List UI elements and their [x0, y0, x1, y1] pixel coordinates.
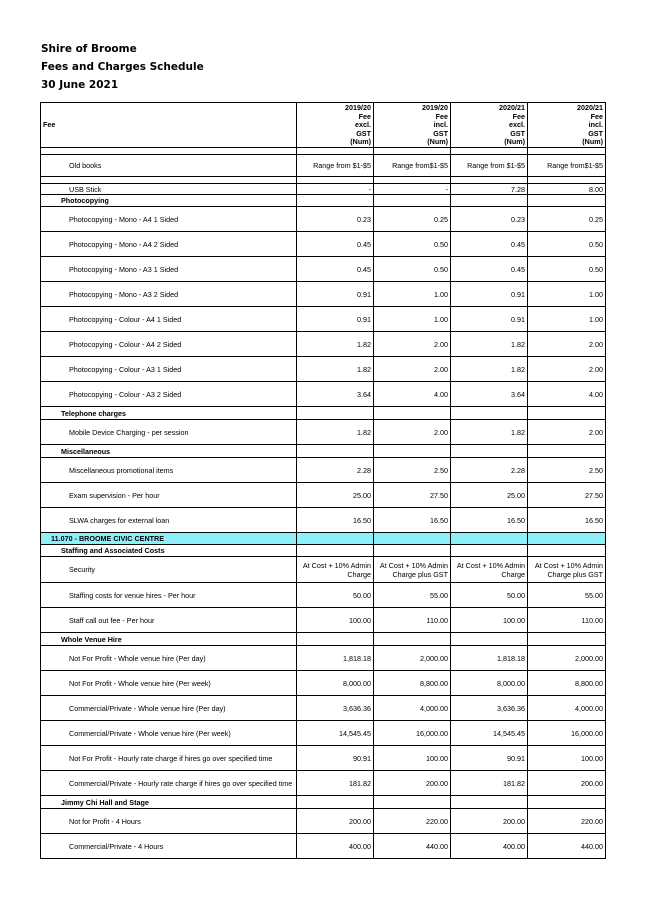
- empty-cell: [297, 407, 374, 420]
- table-row: [41, 232, 606, 257]
- empty-cell: [374, 445, 451, 458]
- fee-value: 50.00: [451, 583, 528, 608]
- empty-cell: [528, 796, 606, 809]
- empty-cell: [297, 445, 374, 458]
- empty-cell: [374, 407, 451, 420]
- table-row: [41, 357, 606, 382]
- fee-name: USB Stick: [41, 184, 297, 195]
- fee-name: Photocopying - Colour - A4 2 Sided: [41, 332, 297, 357]
- empty-cell: [41, 148, 297, 155]
- table-row: [41, 307, 606, 332]
- division-title: 11.070 - BROOME CIVIC CENTRE: [41, 533, 297, 545]
- fees-table: [40, 102, 606, 859]
- fee-value: 0.45: [297, 232, 374, 257]
- fee-value: 200.00: [374, 771, 451, 796]
- table-row: [41, 332, 606, 357]
- fee-value: 25.00: [451, 483, 528, 508]
- empty-cell: [528, 407, 606, 420]
- fee-value: At Cost + 10% Admin Charge plus GST: [374, 557, 451, 583]
- fee-value: 55.00: [528, 583, 606, 608]
- fee-value: 181.82: [297, 771, 374, 796]
- table-row: [41, 771, 606, 796]
- fee-value: Range from $1-$5: [297, 155, 374, 177]
- fee-value: 4.00: [528, 382, 606, 407]
- table-row: [41, 282, 606, 307]
- fee-value: 3,636.36: [451, 696, 528, 721]
- fee-value: 1.00: [528, 282, 606, 307]
- fee-name: Photocopying - Colour - A3 2 Sided: [41, 382, 297, 407]
- fee-value: At Cost + 10% Admin Charge plus GST: [528, 557, 606, 583]
- fee-name: Staff call out fee - Per hour: [41, 608, 297, 633]
- division-row: [41, 533, 606, 545]
- fee-value: 220.00: [374, 809, 451, 834]
- section-row: [41, 796, 606, 809]
- fee-column-header: Fee: [41, 103, 297, 148]
- table-row: [41, 508, 606, 533]
- empty-cell: [374, 195, 451, 207]
- fee-value: 400.00: [297, 834, 374, 859]
- fee-value: 1,818.18: [297, 646, 374, 671]
- fee-name: Photocopying - Mono - A4 2 Sided: [41, 232, 297, 257]
- empty-cell: [41, 177, 297, 184]
- empty-cell: [451, 533, 528, 545]
- fee-value: 3,636.36: [297, 696, 374, 721]
- fee-value: Range from$1-$5: [528, 155, 606, 177]
- table-row: [41, 557, 606, 583]
- fee-value: 0.45: [297, 257, 374, 282]
- fee-value: Range from$1-$5: [374, 155, 451, 177]
- fee-value: 0.50: [374, 232, 451, 257]
- fee-value: 8,000.00: [297, 671, 374, 696]
- fee-value: 7.28: [451, 184, 528, 195]
- fee-value: 110.00: [374, 608, 451, 633]
- fee-value: 27.50: [528, 483, 606, 508]
- fee-value: 90.91: [451, 746, 528, 771]
- section-title: Staffing and Associated Costs: [41, 545, 297, 557]
- table-row: [41, 458, 606, 483]
- fee-name: Not for Profit - 4 Hours: [41, 809, 297, 834]
- fee-value: 0.91: [451, 282, 528, 307]
- empty-cell: [374, 177, 451, 184]
- empty-cell: [528, 633, 606, 646]
- fee-value: At Cost + 10% Admin Charge: [451, 557, 528, 583]
- fee-value: 4,000.00: [374, 696, 451, 721]
- fee-value: 55.00: [374, 583, 451, 608]
- table-row: [41, 382, 606, 407]
- fee-value: 0.45: [451, 232, 528, 257]
- fee-value: 1.00: [374, 307, 451, 332]
- table-row: [41, 646, 606, 671]
- section-title: Miscellaneous: [41, 445, 297, 458]
- fee-value: 100.00: [528, 746, 606, 771]
- empty-cell: [451, 445, 528, 458]
- section-row: [41, 445, 606, 458]
- empty-cell: [451, 796, 528, 809]
- fee-name: Commercial/Private - Hourly rate charge if hires go over specified time: [41, 771, 297, 796]
- column-header-2019-incl: 2019/20 Fee incl. GST (Num): [374, 103, 451, 148]
- fee-value: 0.25: [528, 207, 606, 232]
- fee-name: Miscellaneous promotional items: [41, 458, 297, 483]
- fee-name: Not For Profit - Whole venue hire (Per week): [41, 671, 297, 696]
- column-header-2020-excl: 2020/21 Fee excl. GST (Num): [451, 103, 528, 148]
- fee-value: Range from $1-$5: [451, 155, 528, 177]
- empty-cell: [528, 195, 606, 207]
- fee-value: 2.00: [374, 420, 451, 445]
- table-row: [41, 696, 606, 721]
- empty-cell: [374, 545, 451, 557]
- section-row: [41, 195, 606, 207]
- empty-cell: [528, 148, 606, 155]
- fee-value: 1.00: [374, 282, 451, 307]
- fee-value: 0.50: [374, 257, 451, 282]
- fee-name: SLWA charges for external loan: [41, 508, 297, 533]
- section-title: Photocopying: [41, 195, 297, 207]
- fee-name: Photocopying - Colour - A4 1 Sided: [41, 307, 297, 332]
- empty-cell: [374, 533, 451, 545]
- fee-value: 16,000.00: [528, 721, 606, 746]
- empty-cell: [451, 545, 528, 557]
- fee-value: 16.50: [451, 508, 528, 533]
- fee-value: 1.82: [297, 420, 374, 445]
- fee-value: 1.82: [451, 420, 528, 445]
- fee-value: 8,800.00: [374, 671, 451, 696]
- table-row: [41, 809, 606, 834]
- section-row: [41, 545, 606, 557]
- empty-cell: [528, 533, 606, 545]
- fee-value: 8,800.00: [528, 671, 606, 696]
- empty-cell: [451, 177, 528, 184]
- section-title: Whole Venue Hire: [41, 633, 297, 646]
- fee-value: 16,000.00: [374, 721, 451, 746]
- fee-value: 200.00: [451, 809, 528, 834]
- fee-value: 27.50: [374, 483, 451, 508]
- fee-name: Photocopying - Mono - A3 2 Sided: [41, 282, 297, 307]
- fee-value: 3.64: [297, 382, 374, 407]
- fee-value: 100.00: [297, 608, 374, 633]
- fee-name: Commercial/Private - 4 Hours: [41, 834, 297, 859]
- fee-value: 2.00: [528, 420, 606, 445]
- empty-cell: [297, 177, 374, 184]
- section-title: Jimmy Chi Hall and Stage: [41, 796, 297, 809]
- fee-name: Not For Profit - Hourly rate charge if hires go over specified time: [41, 746, 297, 771]
- empty-cell: [297, 533, 374, 545]
- fee-name: Photocopying - Mono - A4 1 Sided: [41, 207, 297, 232]
- fee-value: 0.23: [297, 207, 374, 232]
- fee-value: 25.00: [297, 483, 374, 508]
- fee-value: 440.00: [374, 834, 451, 859]
- fee-value: 181.82: [451, 771, 528, 796]
- document-title: Fees and Charges Schedule: [41, 61, 204, 73]
- fee-value: 440.00: [528, 834, 606, 859]
- spacer-row: [41, 177, 606, 184]
- fee-value: 2.00: [528, 332, 606, 357]
- section-row: [41, 633, 606, 646]
- fee-value: 1.82: [451, 332, 528, 357]
- fee-value: 2.00: [374, 357, 451, 382]
- fee-value: 100.00: [451, 608, 528, 633]
- fee-name: Photocopying - Colour - A3 1 Sided: [41, 357, 297, 382]
- table-row: [41, 671, 606, 696]
- fee-value: 0.50: [528, 232, 606, 257]
- fee-value: 2.50: [374, 458, 451, 483]
- table-row: [41, 483, 606, 508]
- fee-value: 0.50: [528, 257, 606, 282]
- fee-value: 2.28: [451, 458, 528, 483]
- empty-cell: [297, 545, 374, 557]
- fee-name: Staffing costs for venue hires - Per hour: [41, 583, 297, 608]
- table-row: [41, 608, 606, 633]
- empty-cell: [528, 545, 606, 557]
- fee-value: 4,000.00: [528, 696, 606, 721]
- empty-cell: [297, 796, 374, 809]
- fee-value: 200.00: [528, 771, 606, 796]
- fee-name: Old books: [41, 155, 297, 177]
- fee-name: Mobile Device Charging - per session: [41, 420, 297, 445]
- empty-cell: [297, 195, 374, 207]
- fee-value: -: [297, 184, 374, 195]
- table-row: [41, 420, 606, 445]
- section-row: [41, 407, 606, 420]
- fee-value: 1.82: [297, 357, 374, 382]
- spacer-row: [41, 148, 606, 155]
- fee-value: 2,000.00: [528, 646, 606, 671]
- fee-value: 90.91: [297, 746, 374, 771]
- fee-value: 2.00: [528, 357, 606, 382]
- fee-value: 16.50: [374, 508, 451, 533]
- fee-value: At Cost + 10% Admin Charge: [297, 557, 374, 583]
- table-row: [41, 155, 606, 177]
- fee-value: 8.00: [528, 184, 606, 195]
- fee-value: -: [374, 184, 451, 195]
- fee-value: 200.00: [297, 809, 374, 834]
- fee-value: 0.91: [297, 307, 374, 332]
- empty-cell: [451, 148, 528, 155]
- table-row: [41, 184, 606, 195]
- fee-value: 0.45: [451, 257, 528, 282]
- table-body: [41, 148, 606, 859]
- table-row: [41, 583, 606, 608]
- fee-value: 0.23: [451, 207, 528, 232]
- fee-value: 1,818.18: [451, 646, 528, 671]
- table-row: [41, 834, 606, 859]
- fee-value: 14,545.45: [297, 721, 374, 746]
- fee-value: 3.64: [451, 382, 528, 407]
- column-header-2020-incl: 2020/21 Fee incl. GST (Num): [528, 103, 606, 148]
- column-header-2019-excl: 2019/20 Fee excl. GST (Num): [297, 103, 374, 148]
- fee-value: 8,000.00: [451, 671, 528, 696]
- empty-cell: [374, 796, 451, 809]
- fee-value: 4.00: [374, 382, 451, 407]
- table-row: [41, 746, 606, 771]
- fee-value: 0.91: [297, 282, 374, 307]
- fee-name: Security: [41, 557, 297, 583]
- empty-cell: [528, 177, 606, 184]
- fee-value: 2.00: [374, 332, 451, 357]
- fee-name: Exam supervision - Per hour: [41, 483, 297, 508]
- fee-value: 16.50: [528, 508, 606, 533]
- table-header-row: [41, 103, 606, 148]
- fee-value: 50.00: [297, 583, 374, 608]
- fee-value: 1.82: [297, 332, 374, 357]
- fee-name: Not For Profit - Whole venue hire (Per day): [41, 646, 297, 671]
- section-title: Telephone charges: [41, 407, 297, 420]
- fee-value: 16.50: [297, 508, 374, 533]
- empty-cell: [451, 407, 528, 420]
- fee-value: 2,000.00: [374, 646, 451, 671]
- fee-name: Commercial/Private - Whole venue hire (Per day): [41, 696, 297, 721]
- fee-value: 2.50: [528, 458, 606, 483]
- fee-value: 1.82: [451, 357, 528, 382]
- fee-value: 400.00: [451, 834, 528, 859]
- fee-value: 0.91: [451, 307, 528, 332]
- fee-value: 0.25: [374, 207, 451, 232]
- table-row: [41, 257, 606, 282]
- table-row: [41, 207, 606, 232]
- table-row: [41, 721, 606, 746]
- document-date: 30 June 2021: [41, 79, 119, 91]
- fee-value: 2.28: [297, 458, 374, 483]
- fee-name: Photocopying - Mono - A3 1 Sided: [41, 257, 297, 282]
- empty-cell: [374, 148, 451, 155]
- empty-cell: [451, 195, 528, 207]
- empty-cell: [374, 633, 451, 646]
- empty-cell: [297, 148, 374, 155]
- fee-value: 1.00: [528, 307, 606, 332]
- fee-value: 220.00: [528, 809, 606, 834]
- fee-value: 14,545.45: [451, 721, 528, 746]
- fee-value: 100.00: [374, 746, 451, 771]
- fee-name: Commercial/Private - Whole venue hire (Per week): [41, 721, 297, 746]
- fee-value: 110.00: [528, 608, 606, 633]
- empty-cell: [297, 633, 374, 646]
- empty-cell: [451, 633, 528, 646]
- organisation-name: Shire of Broome: [41, 43, 137, 55]
- empty-cell: [528, 445, 606, 458]
